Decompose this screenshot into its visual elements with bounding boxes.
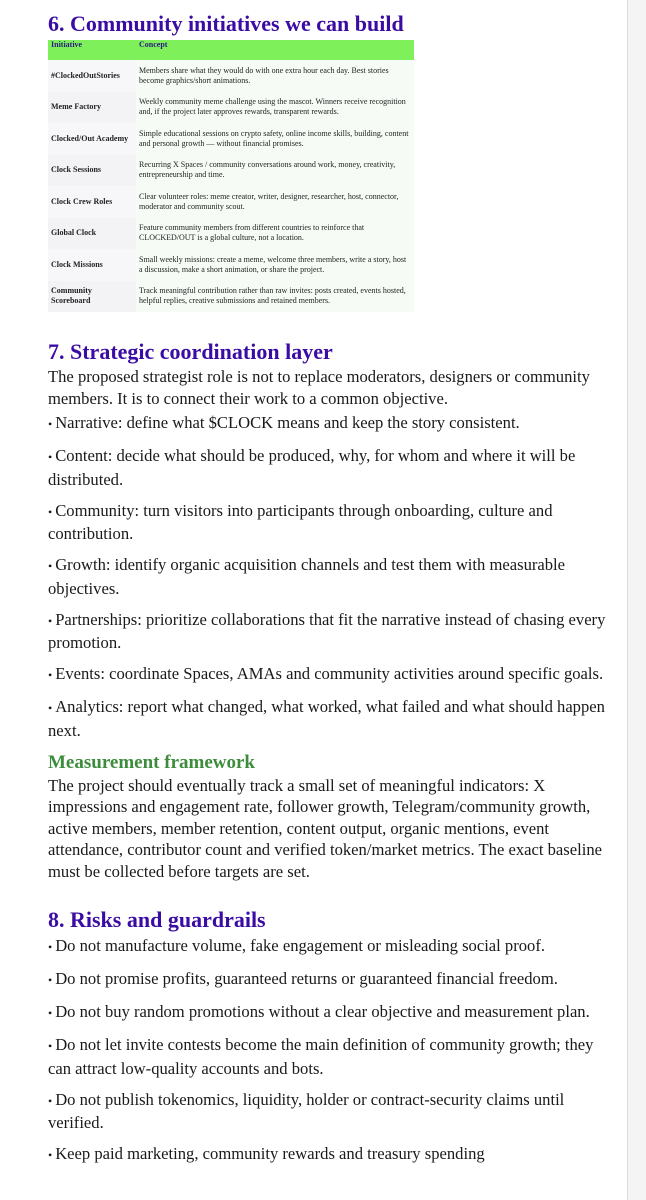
bullet-glyph: • [48, 417, 53, 431]
list-item: • Growth: identify organic acquisition channels and test them with measurable objectives. [48, 555, 566, 598]
concept-cell: Small weekly missions: create a meme, welcome three members, write a story, host a discussion, make a short animation, or share the project. [136, 249, 414, 281]
initiative-cell: Clock Missions [48, 249, 136, 281]
list-item: • Do not manufacture volume, fake engagement or misleading social proof. [48, 936, 546, 955]
bullet-glyph: • [48, 1093, 53, 1108]
measurement-framework-title: Measurement framework [48, 751, 255, 773]
initiative-cell: Clock Crew Roles [48, 186, 136, 218]
initiative-cell: Meme Factory [48, 92, 136, 124]
list-item: • Partnerships: prioritize collaborations that fit the narrative instead of chasing every promotion. [48, 609, 606, 652]
header-initiative: Initiative [48, 40, 136, 60]
list-item: • Content: decide what should be produced, why, for whom and where it will be distributed. [48, 446, 576, 489]
concept-cell: Track meaningful contribution rather than raw invites: posts created, events hosted, helpful replies, creative submissions and retained members. [136, 281, 414, 313]
list-item: • Events: coordinate Spaces, AMAs and community activities around specific goals. [48, 664, 604, 683]
bullet-glyph: • [48, 559, 53, 573]
concept-cell: Feature community members from different countries to reinforce that CLOCKED/OUT is a global culture, not a location. [136, 218, 414, 250]
vertical-scrollbar[interactable] [627, 0, 646, 1200]
list-item: • Do not promise profits, guaranteed returns or guaranteed financial freedom. [48, 969, 558, 988]
table-row [48, 92, 414, 124]
bullet-glyph: • [48, 450, 53, 464]
bullet-glyph: • [48, 701, 53, 715]
bullet-glyph: • [48, 1148, 53, 1162]
table-row [48, 281, 414, 313]
bullet-glyph: • [48, 1039, 53, 1053]
document-content [48, 10, 608, 1176]
concept-cell: Simple educational sessions on crypto safety, online income skills, building, content and personal growth — without financial promises. [136, 123, 414, 155]
concept-cell: Clear volunteer roles: meme creator, writer, designer, researcher, host, connector, moderator and community scout. [136, 186, 414, 218]
concept-cell: Recurring X Spaces / community conversations around work, money, creativity, entrepreneurship and time. [136, 155, 414, 187]
list-item: • Community: turn visitors into participants through onboarding, culture and contribution. [48, 500, 553, 543]
list-item: • Narrative: define what $CLOCK means and keep the story consistent. [48, 413, 520, 432]
section-7-bullet-list [48, 412, 608, 741]
section-8-title: 8. Risks and guardrails [48, 907, 266, 932]
list-item: • Analytics: report what changed, what worked, what failed and what should happen next. [48, 697, 605, 740]
initiative-cell: Global Clock [48, 218, 136, 250]
bullet-glyph: • [48, 504, 53, 519]
concept-cell: Weekly community meme challenge using the mascot. Winners receive recognition and, if the project later approves rewards, transparent rewards. [136, 92, 414, 124]
bullet-glyph: • [48, 940, 53, 954]
section-7-intro: The proposed strategist role is not to replace moderators, designers or community members. It is to connect their work to a common objective. [48, 367, 590, 408]
initiative-cell: Clocked/Out Academy [48, 123, 136, 155]
initiative-cell: Community Scoreboard [48, 281, 136, 313]
table-row [48, 218, 414, 250]
table-header-row [48, 40, 414, 60]
table-row [48, 249, 414, 281]
bullet-glyph: • [48, 973, 53, 987]
header-concept: Concept [136, 40, 414, 60]
scrollbar-thumb[interactable] [634, 0, 640, 1200]
section-7-title: 7. Strategic coordination layer [48, 339, 333, 364]
table-row [48, 186, 414, 218]
section-6-title: 6. Community initiatives we can build [48, 11, 404, 36]
concept-cell: Members share what they would do with one extra hour each day. Best stories become graphics/short animations. [136, 60, 414, 92]
table-row [48, 155, 414, 187]
initiatives-table [48, 40, 414, 312]
measurement-framework-text: The project should eventually track a small set of meaningful indicators: X impressions and engagement rate, follower growth, Telegram/community growth, active members, member retention, content output, organic mentions, event attendance, contributor count and verified token/market metrics. The exact baseline must be collected before targets are set. [48, 775, 602, 881]
bullet-glyph: • [48, 668, 53, 682]
list-item-cutoff: • Keep paid marketing, community rewards and treasury spending [48, 1144, 485, 1163]
bullet-glyph: • [48, 613, 53, 628]
list-item: • Do not let invite contests become the main definition of community growth; they can attract low-quality accounts and bots. [48, 1035, 594, 1078]
bullet-glyph: • [48, 1006, 53, 1020]
table-row [48, 123, 414, 155]
initiative-cell: #ClockedOutStories [48, 60, 136, 92]
initiative-cell: Clock Sessions [48, 155, 136, 187]
section-8-bullet-list [48, 935, 608, 1167]
table-row [48, 60, 414, 92]
list-item: • Do not buy random promotions without a clear objective and measurement plan. [48, 1002, 590, 1021]
list-item: • Do not publish tokenomics, liquidity, holder or contract-security claims until verified. [48, 1089, 565, 1132]
